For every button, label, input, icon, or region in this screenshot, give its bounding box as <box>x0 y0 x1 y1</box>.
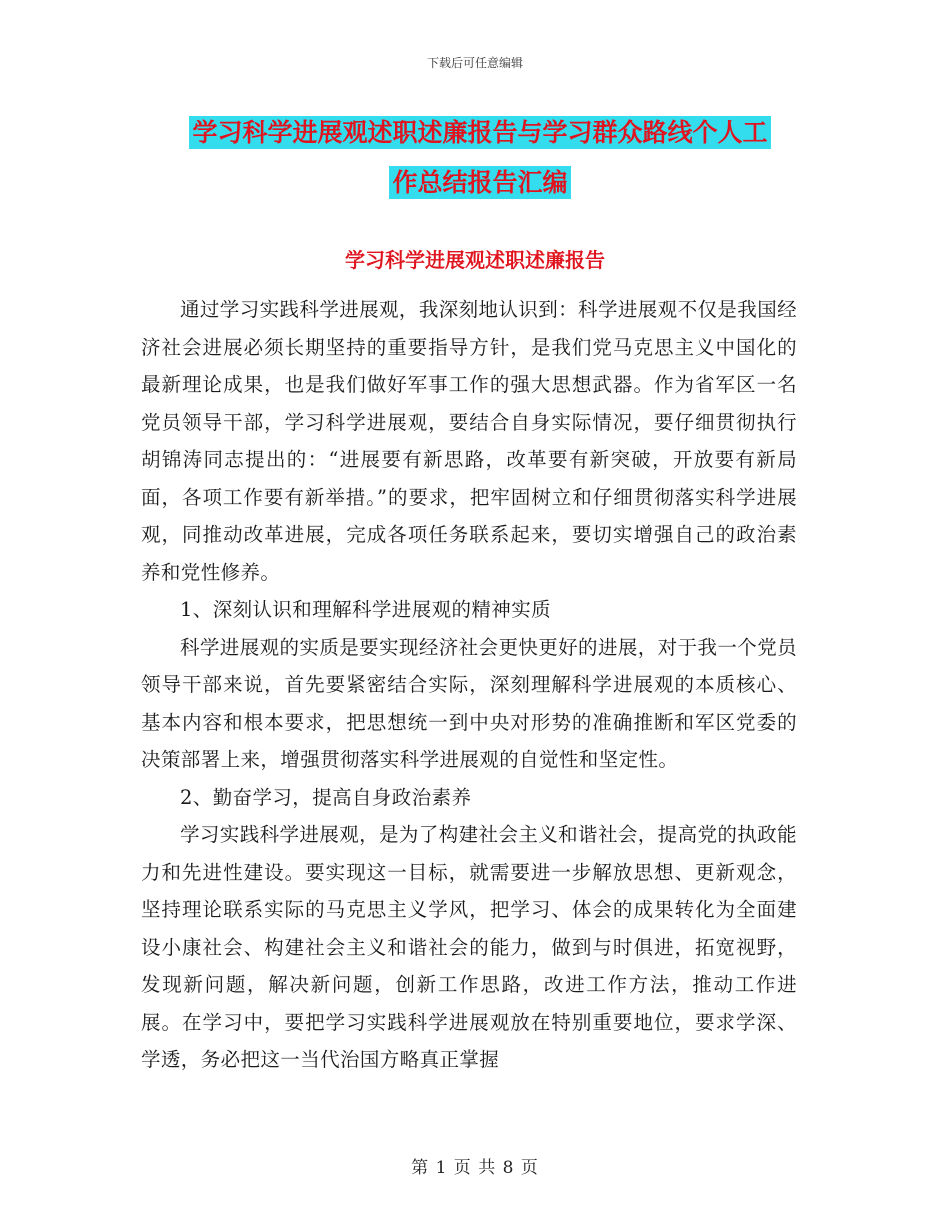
header-note: 下载后可任意编辑 <box>426 56 523 70</box>
paragraph: 学习实践科学进展观，是为了构建社会主义和谐社会，提高党的执政能力和先进性建设。要实现这一目标，就需要进一步解放思想、更新观念，坚持理论联系实际的马克思主义学风，把学习、体会的成果转化为全面建设小康社会、构建社会主义和谐社会的能力，做到与时俱进，拓宽视野，发现新问题，解决新问题，创新工作思路，改进工作方法，推动工作进展。在学习中，要把学习实践科学进展观放在特别重要地位，要求学深、学透，务必把这一当代治国方略真正掌握 <box>141 823 797 1071</box>
subheading: 1、深刻认识和理解科学进展观的精神实质 <box>180 598 552 621</box>
document-title-line-2: 作总结报告汇编 <box>389 166 570 199</box>
page-footer: 第 1 页 共 8 页 <box>411 1158 539 1178</box>
document-title-line-1: 学习科学进展观述职述廉报告与学习群众路线个人工 <box>189 116 770 149</box>
paragraph: 科学进展观的实质是要实现经济社会更快更好的进展，对于我一个党员领导干部来说，首先要紧密结合实际，深刻理解科学进展观的本质核心、基本内容和根本要求，把思想统一到中央对形势的准确推断和军区党委的决策部署上来，增强贯彻落实科学进展观的自觉性和坚定性。 <box>141 635 797 771</box>
paragraph: 通过学习实践科学进展观，我深刻地认识到：科学进展观不仅是我国经济社会进展必须长期坚持的重要指导方针，是我们党马克思主义中国化的最新理论成果，也是我们做好军事工作的强大思想武器。作为省军区一名党员领导干部，学习科学进展观，要结合自身实际情况，要仔细贯彻执行胡锦涛同志提出的：“进展要有新思路，改革要有新突破，开放要有新局面，各项工作要有新举措。”的要求，把牢固树立和仔细贯彻落实科学进展观，同推动改革进展，完成各项任务联系起来，要切实增强自己的政治素养和党性修养。 <box>141 298 797 584</box>
subheading: 2、勤奋学习，提高自身政治素养 <box>180 785 472 809</box>
document-title <box>140 108 820 208</box>
section-title: 学习科学进展观述职述廉报告 <box>345 248 605 272</box>
body-text <box>141 291 797 1079</box>
